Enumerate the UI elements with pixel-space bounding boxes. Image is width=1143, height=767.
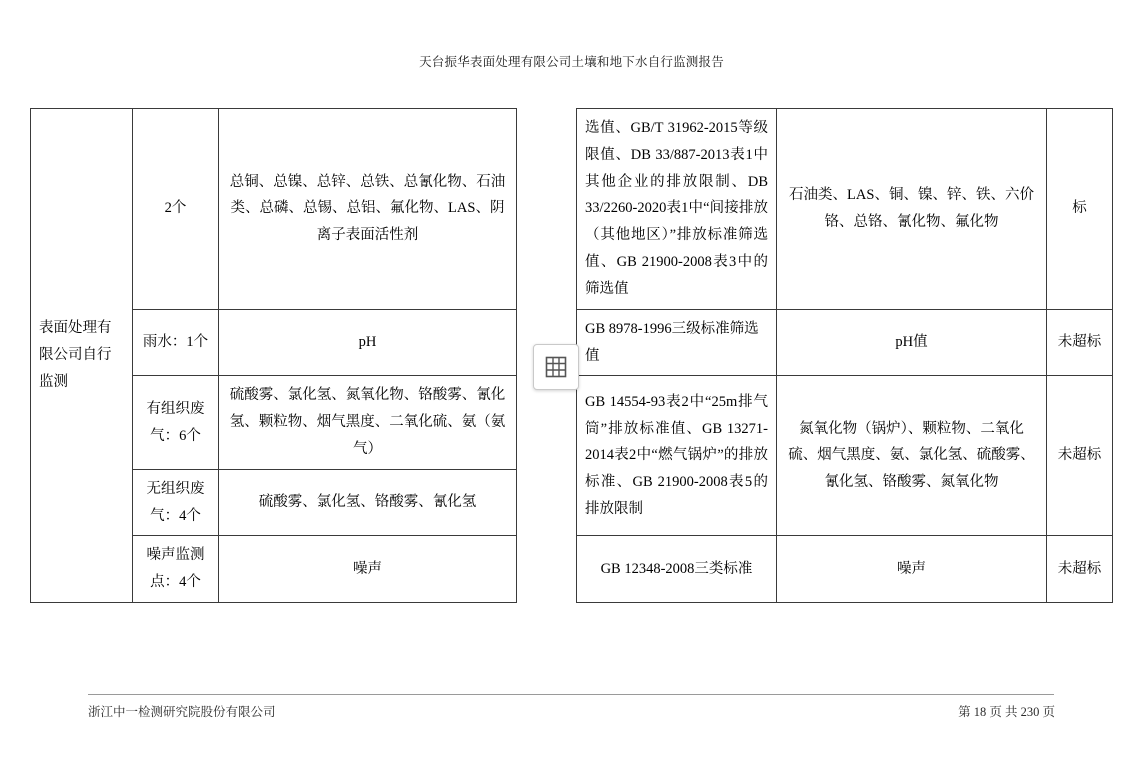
cell-monitoring-factors: pH [219,309,517,376]
page-header-title: 天台振华表面处理有限公司土壤和地下水自行监测报告 [419,55,724,69]
cell-result-status: 未超标 [1047,376,1113,536]
footer-company-name: 浙江中一检测研究院股份有限公司 [88,705,276,719]
cell-detected-items: pH值 [777,309,1047,376]
cell-point-count: 噪声监测点：4个 [133,536,219,603]
cell-result-status: 标 [1047,109,1113,310]
cell-detected-items: 噪声 [777,536,1047,603]
cell-result-status: 未超标 [1047,536,1113,603]
cell-point-count: 无组织废气：4个 [133,469,219,536]
cell-standard-basis: 选值、GB/T 31962-2015等级限值、DB 33/887-2013表1中其他企业的排放限制、DB 33/2260-2020表1中“间接排放（其他地区）”排放标准筛选值、GB 21900-2008表3中的筛选值 [577,109,777,310]
cell-result-status: 未超标 [1047,309,1113,376]
cell-monitoring-factors: 噪声 [219,536,517,603]
cell-detected-items: 氮氧化物（锅炉）、颗粒物、二氧化硫、烟气黑度、氨、氯化氢、硫酸雾、氰化氢、铬酸雾、氮氧化物 [777,376,1047,536]
footer-page-number: 第 18 页 共 230 页 [958,705,1055,719]
cell-monitoring-factors: 硫酸雾、氯化氢、氮氧化物、铬酸雾、氰化氢、颗粒物、烟气黑度、二氧化硫、氨（氨气） [219,376,517,469]
cell-monitoring-factors: 硫酸雾、氯化氢、铬酸雾、氰化氢 [219,469,517,536]
cell-standard-basis: GB 8978-1996三级标准筛选值 [577,309,777,376]
cell-standard-basis: GB 12348-2008三类标准 [577,536,777,603]
table-row [31,109,1113,310]
cell-monitoring-factors: 总铜、总镍、总锌、总铁、总氰化物、石油类、总磷、总锡、总铝、氟化物、LAS、阴离子表面活性剂 [219,109,517,310]
footer-divider [88,694,1054,695]
cell-company-self-monitoring: 表面处理有限公司自行监测 [31,109,133,603]
cell-point-count: 2个 [133,109,219,310]
cell-detected-items: 石油类、LAS、铜、镍、锌、铁、六价铬、总铬、氰化物、氟化物 [777,109,1047,310]
cell-standard-basis: GB 14554-93表2中“25m排气筒”排放标准值、GB 13271-2014表2中“燃气锅炉”的排放标准、GB 21900-2008表5的排放限制 [577,376,777,536]
cell-point-count: 有组织废气：6个 [133,376,219,469]
cell-point-count: 雨水：1个 [133,309,219,376]
table-icon[interactable] [533,344,579,390]
